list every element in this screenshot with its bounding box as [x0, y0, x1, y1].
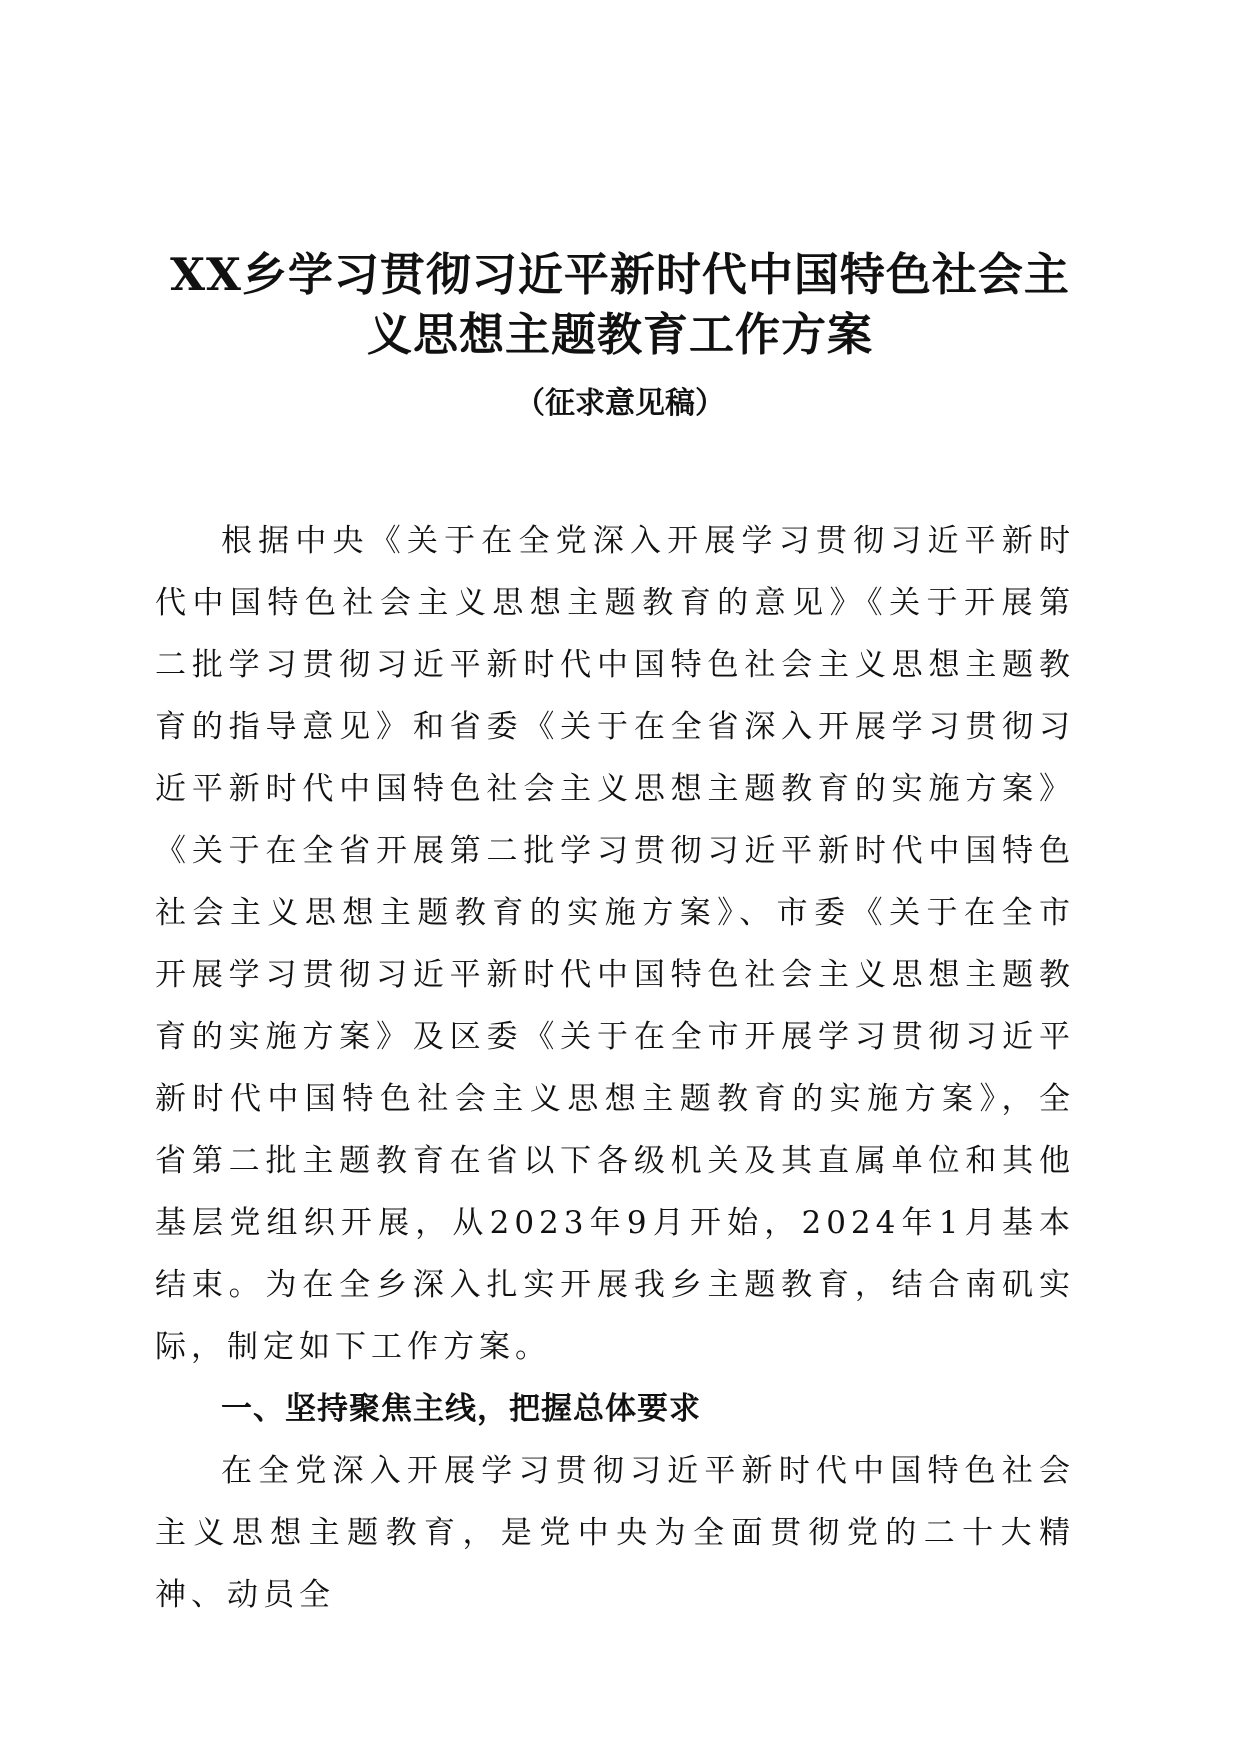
paragraph-intro: 根据中央《关于在全党深入开展学习贯彻习近平新时代中国特色社会主义思想主题教育的意见》《关于开展第二批学习贯彻习近平新时代中国特色社会主义思想主题教育的指导意见》和省委《关于在全省深入开展学习贯彻习近平新时代中国特色社会主义思想主题教育的实施方案》《关于在全省开展第二批学习贯彻习近平新时代中国特色社会主义思想主题教育的实施方案》、市委《关于在全市开展学习贯彻习近平新时代中国特色社会主义思想主题教育的实施方案》及区委《关于在全市开展学习贯彻习近平新时代中国特色社会主义思想主题教育的实施方案》，全省第二批主题教育在省以下各级机关及其直属单位和其他基层党组织开展，从2023年9月开始，2024年1月基本结束。为在全乡深入扎实开展我乡主题教育，结合南矶实际，制定如下工作方案。 [155, 523, 1075, 1365]
section-heading-1: 一、坚持聚焦主线，把握总体要求 [221, 1391, 701, 1427]
document-body [155, 510, 1075, 1626]
document-subtitle: （征求意见稿） [515, 386, 725, 421]
document-title: XX乡学习贯彻习近平新时代中国特色社会主义思想主题教育工作方案 [170, 248, 1070, 361]
paragraph-section-1: 在全党深入开展学习贯彻习近平新时代中国特色社会主义思想主题教育，是党中央为全面贯彻党的二十大精神、动员全 [155, 1453, 1075, 1613]
